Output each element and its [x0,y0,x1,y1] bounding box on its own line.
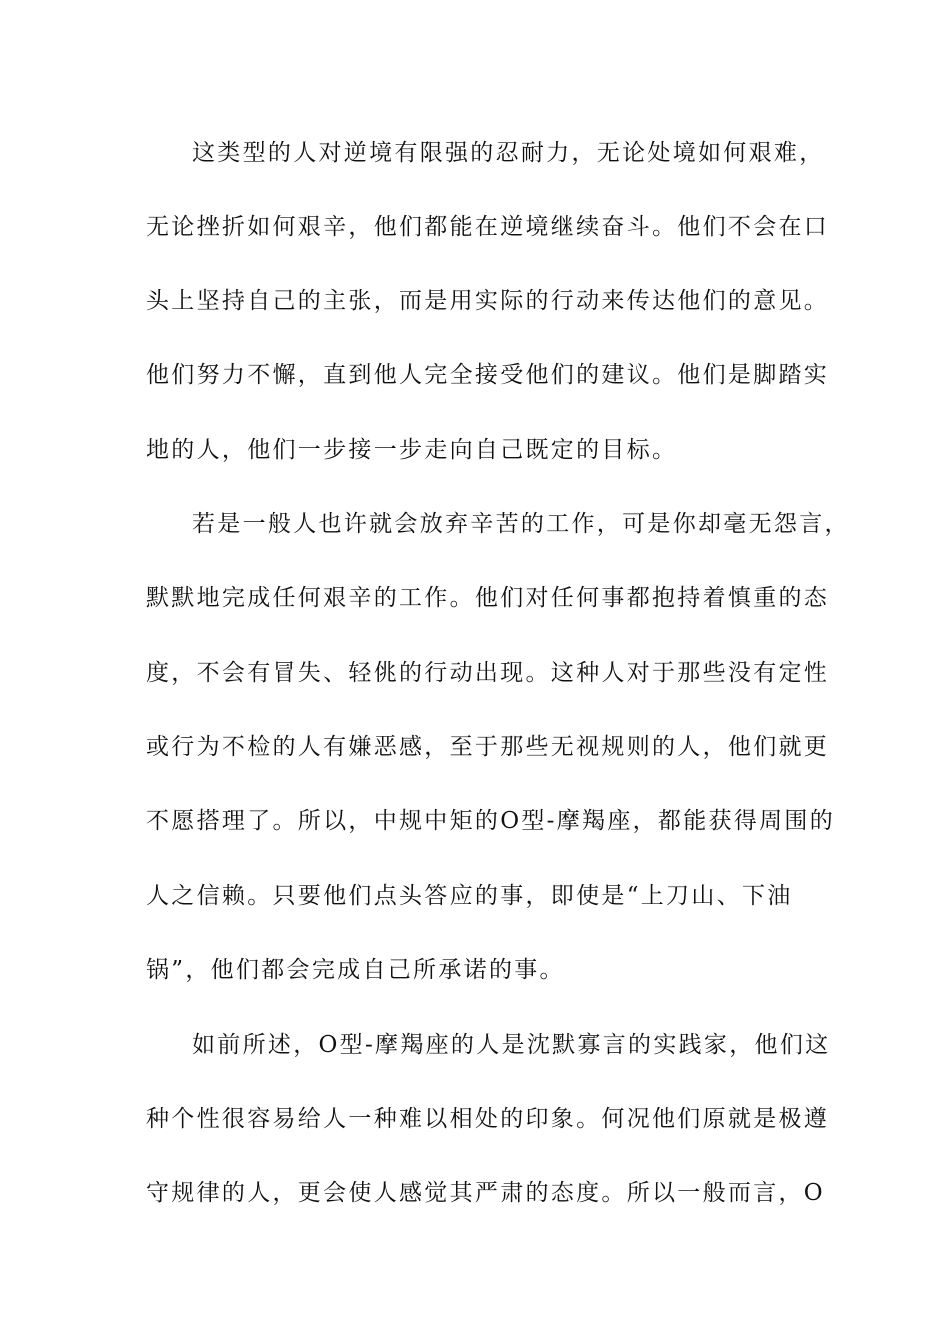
text-line: 若是一般人也许就会放弃辛苦的工作，可是你却毫无怨言， [192,511,850,537]
text-line: 默默地完成任何艰辛的工作。他们对任何事都抱持着慎重的态 [146,585,830,611]
text-line: 种个性很容易给人一种难以相处的印象。何况他们原就是极遵 [146,1106,830,1132]
text-line: 他们努力不懈，直到他人完全接受他们的建议。他们是脚踏实 [146,362,830,388]
text-line: 如前所述，O型-摩羯座的人是沈默寡言的实践家，他们这 [192,1032,831,1058]
text-line: 人之信赖。只要他们点头答应的事，即使是“上刀山、下油 [146,883,793,909]
text-line: 无论挫折如何艰辛，他们都能在逆境继续奋斗。他们不会在口 [146,214,830,240]
text-line: 度，不会有冒失、轻佻的行动出现。这种人对于那些没有定性 [146,660,830,686]
text-line: 锅”，他们都会完成自己所承诺的事。 [146,957,565,983]
text-line: 守规律的人，更会使人感觉其严肃的态度。所以一般而言，O [146,1180,825,1206]
text-line: 或行为不检的人有嫌恶感，至于那些无视规则的人，他们就更 [146,734,830,760]
text-line: 头上坚持自己的主张，而是用实际的行动来传达他们的意见。 [146,288,830,314]
text-line: 不愿搭理了。所以，中规中矩的O型-摩羯座，都能获得周围的 [146,808,836,834]
text-line: 这类型的人对逆境有限强的忍耐力，无论处境如何艰难， [192,140,825,166]
text-line: 地的人，他们一步接一步走向自己既定的目标。 [146,437,678,463]
